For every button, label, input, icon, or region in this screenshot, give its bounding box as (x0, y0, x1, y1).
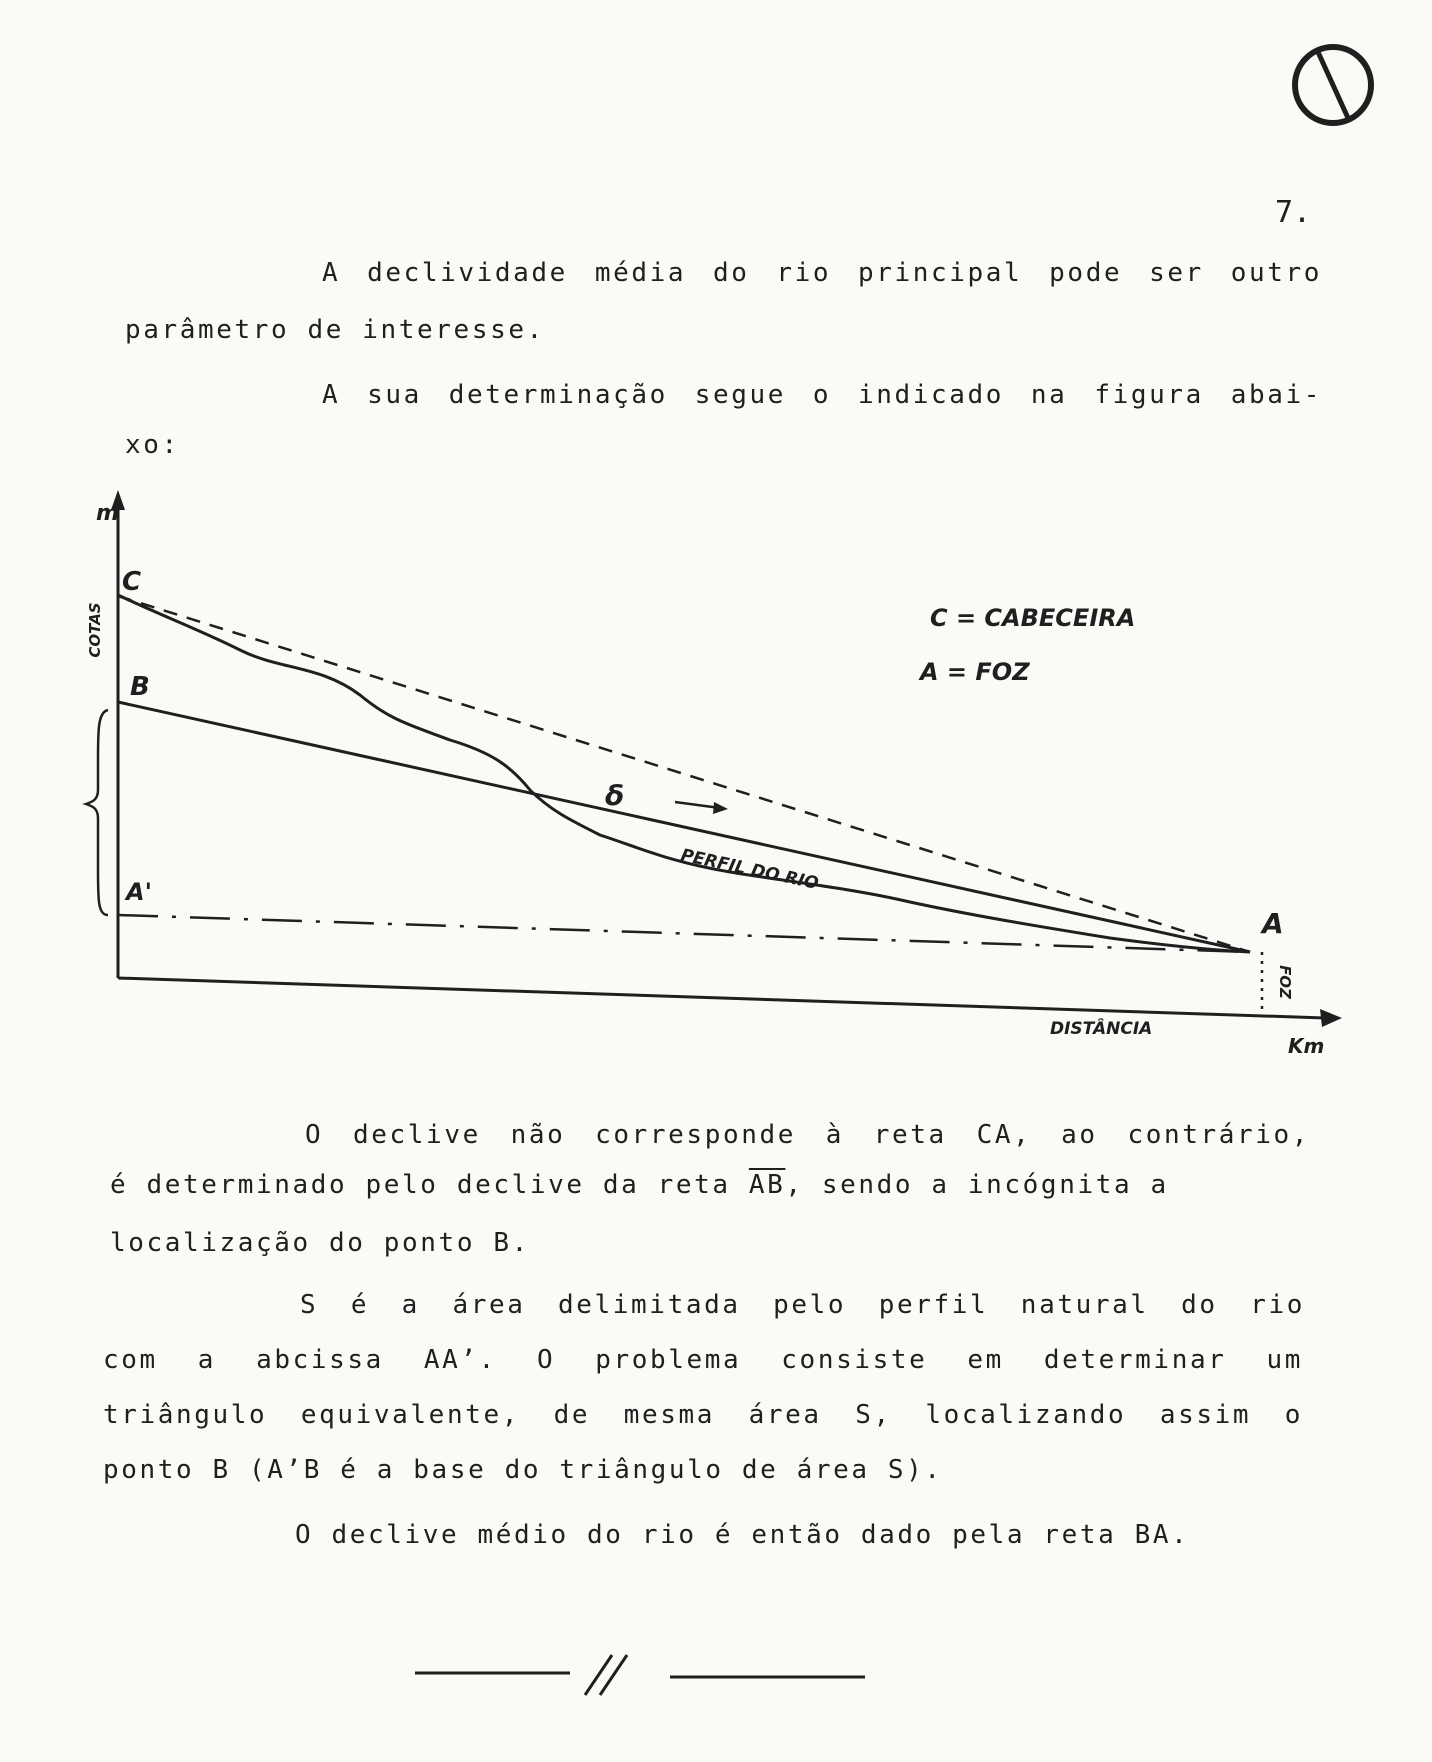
profile-label: PERFIL DO RIO (678, 845, 821, 895)
x-axis (118, 978, 1325, 1018)
paragraph-4-line-1: S é a área delimitada pelo perfil natural do rio (300, 1290, 1305, 1320)
area-brace (86, 710, 108, 915)
paragraph-3-line-1: O declive não corresponde à reta CA, ao contrário, (305, 1120, 1310, 1150)
legend-cabeceira: C = CABECEIRA (930, 604, 1136, 632)
segment-ab: $\overline{AB}$ (748, 1170, 786, 1200)
x-axis-arrow-icon (1320, 1009, 1342, 1027)
paragraph-5-line-1: O declive médio do rio é então dado pela reta BA. (295, 1520, 1190, 1550)
x-unit-label: Km (1288, 1034, 1325, 1058)
line-ca (118, 596, 1250, 952)
slope-symbol: δ (605, 779, 625, 812)
y-unit-label: m (96, 501, 119, 526)
point-c-label: C (122, 567, 142, 597)
river-profile-figure (70, 490, 1370, 1070)
double-slash-end-mark-icon (400, 1645, 880, 1705)
legend-foz: A = FOZ (920, 658, 1030, 686)
point-a-prime-label: A' (126, 878, 152, 906)
paragraph-3-line-2-end: , sendo a incógnita a (785, 1170, 1169, 1200)
paragraph-4-line-4: ponto B (A’B é a base do triângulo de área S). (103, 1455, 943, 1485)
foz-mark-label: FOZ (1276, 965, 1294, 999)
slope-arrow (675, 802, 720, 808)
paragraph-4-line-2: com a abcissa AA’. O problema consiste em determinar um (103, 1345, 1303, 1375)
paragraph-3-line-2 (110, 1170, 1169, 1200)
paragraph-1-line-1: A declividade média do rio principal pode ser outro (322, 258, 1322, 288)
y-axis-label: COTAS (86, 602, 104, 658)
paragraph-4-line-3: triângulo equivalente, de mesma área S, localizando assim o (103, 1400, 1303, 1430)
x-axis-label: DISTÂNCIA (1050, 1019, 1153, 1039)
point-b-label: B (130, 672, 150, 702)
line-ba (118, 702, 1250, 952)
slope-arrow-head-icon (713, 802, 728, 814)
page-number: 7. (1275, 195, 1312, 230)
paragraph-2-line-1: A sua determinação segue o indicado na figura abai- (322, 380, 1322, 410)
point-a-label: A (1262, 907, 1284, 940)
paragraph-2-line-2: xo: (125, 430, 180, 460)
circle-slash-stamp-icon (1288, 40, 1378, 130)
paragraph-3-line-2-start: é determinado pelo declive da reta (110, 1170, 749, 1200)
paragraph-1-line-2: parâmetro de interesse. (125, 315, 545, 345)
paragraph-3-line-3: localização do ponto B. (110, 1228, 530, 1258)
